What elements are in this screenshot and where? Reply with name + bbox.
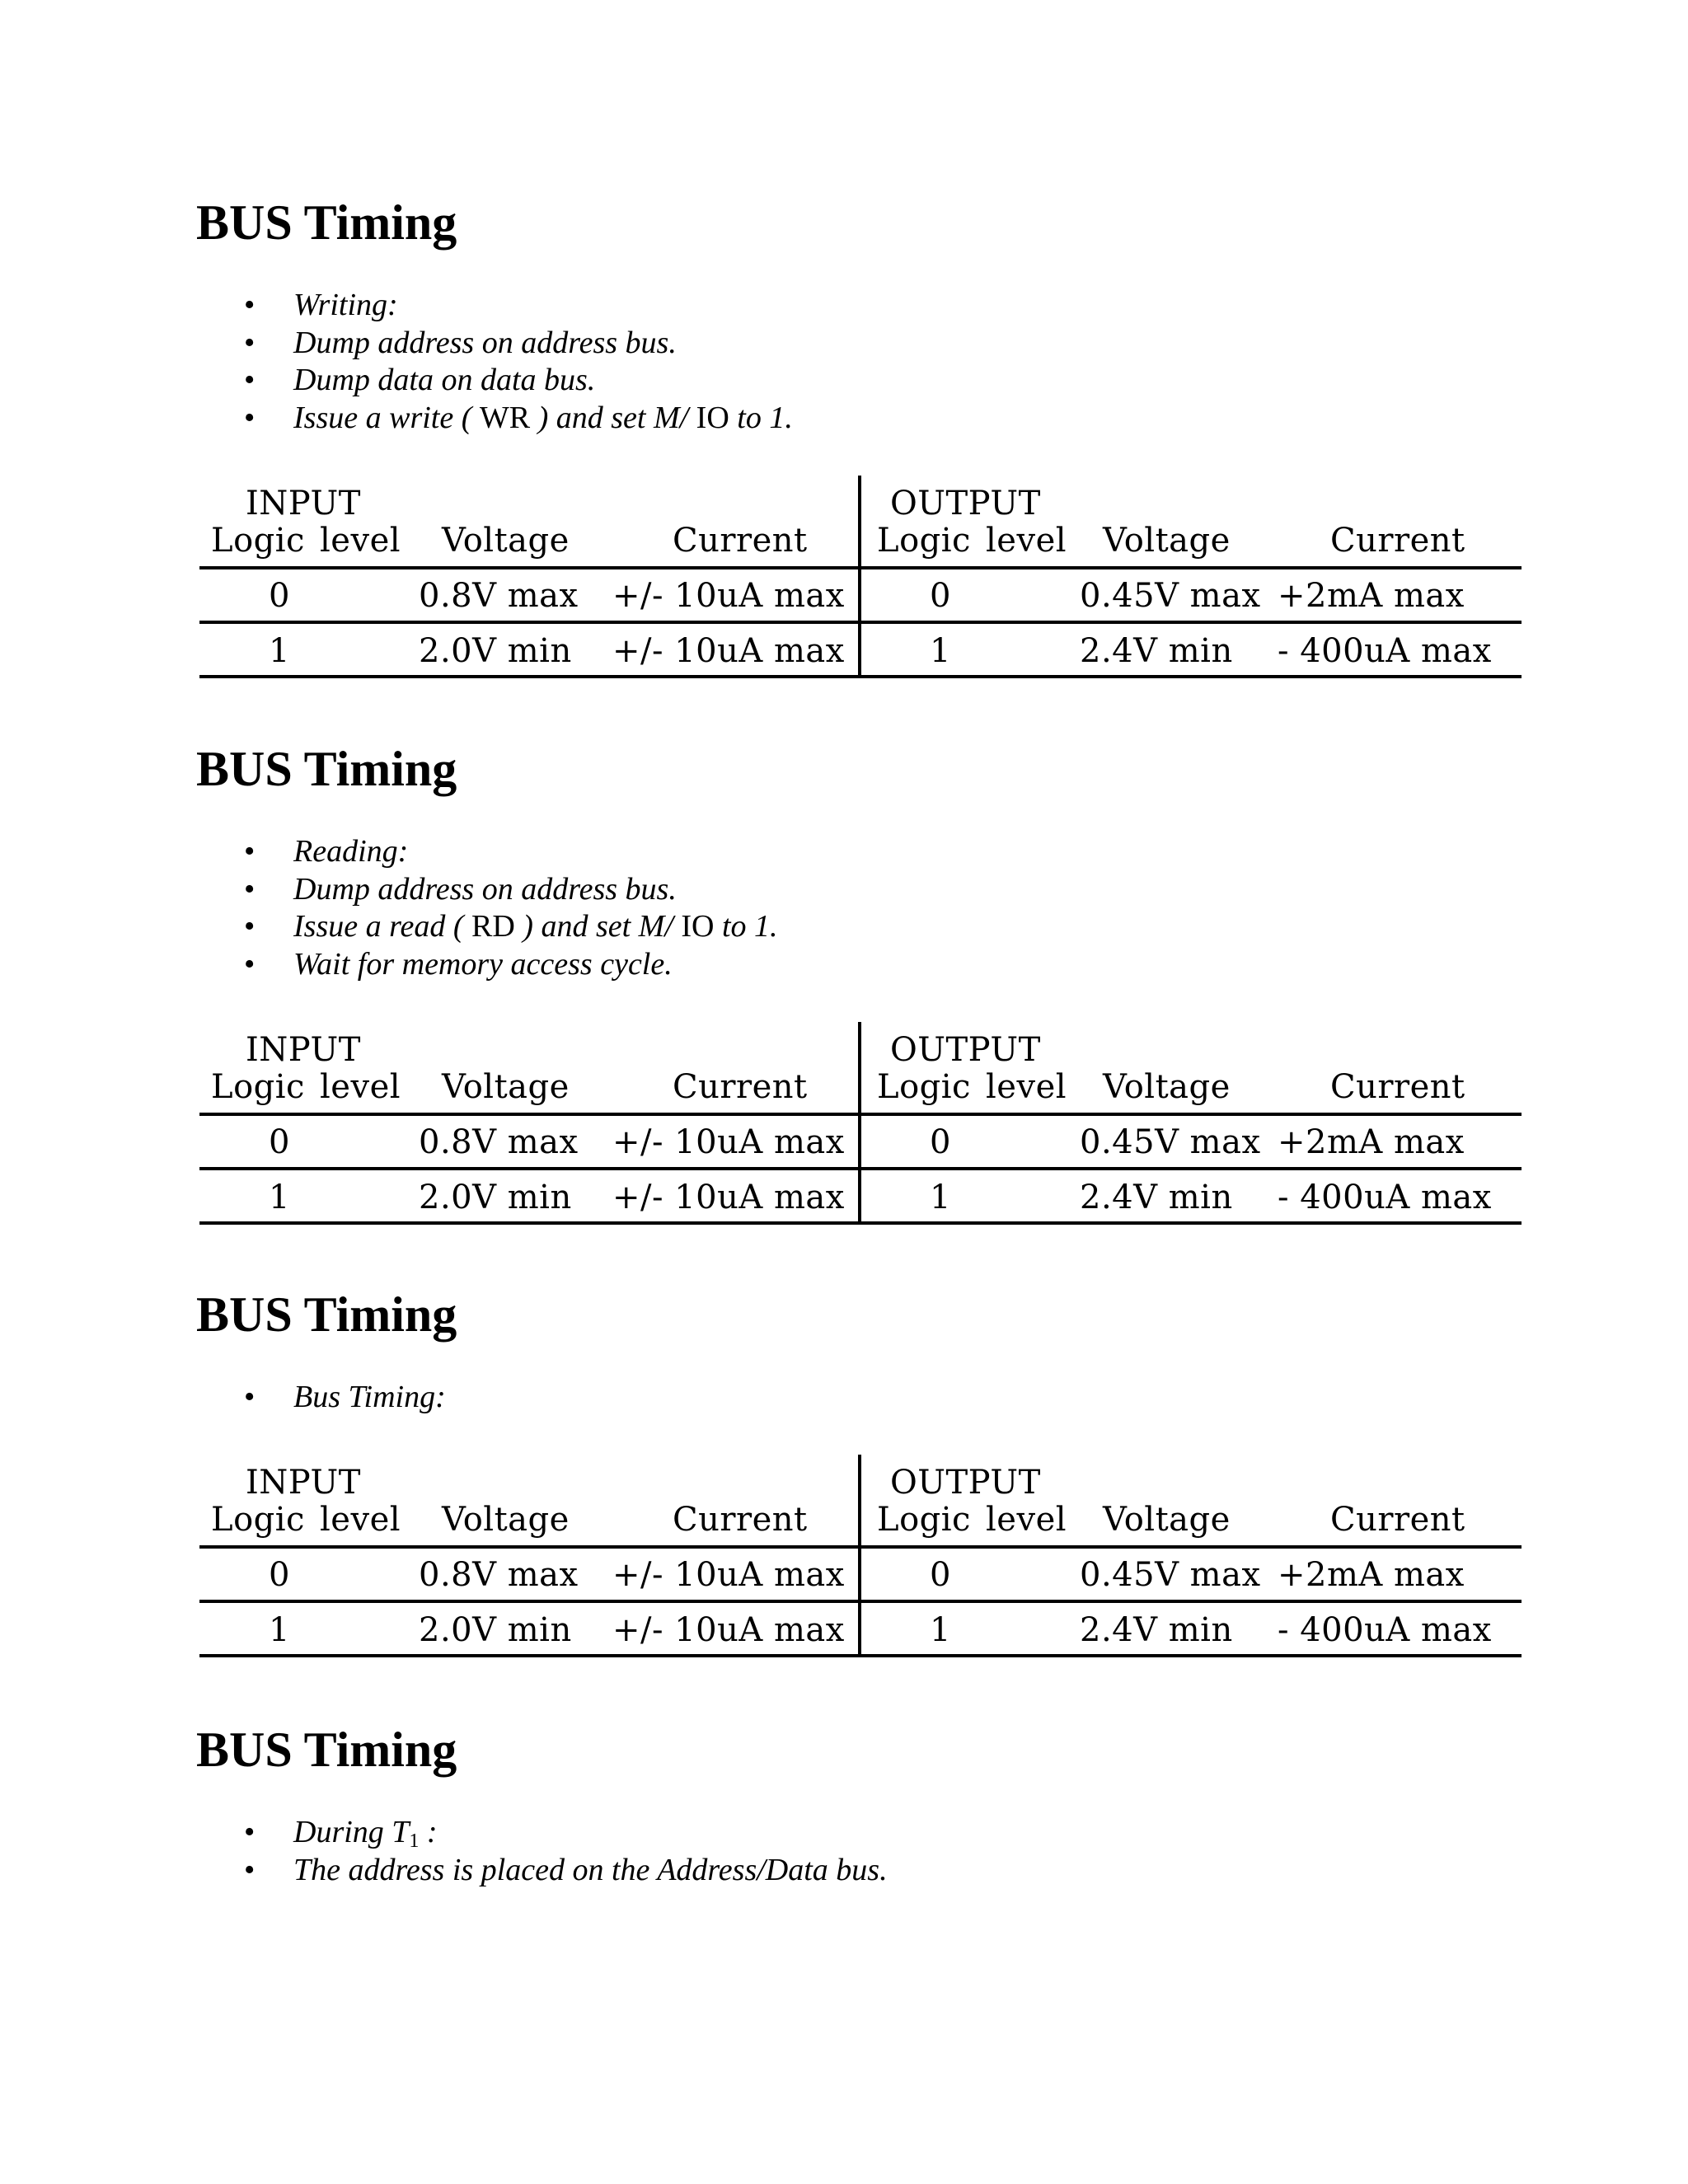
output-current-header: Current [1330, 1501, 1465, 1539]
list-item: • Issue a read ( RD ) and set M/ IO to 1. [244, 908, 1480, 946]
output-voltage-cell: 2.4V min [1080, 1179, 1233, 1216]
input-current-cell: +/- 10uA max [612, 1611, 845, 1649]
input-logic-cell: 1 [269, 1179, 290, 1216]
list-item: • Issue a write ( WR ) and set M/ IO to 1. [244, 400, 1480, 438]
section-during-t1 [196, 1721, 1531, 1887]
table-header-rule [199, 1545, 1522, 1549]
input-voltage-cell: 2.0V min [419, 632, 572, 670]
input-group-label: INPUT [246, 485, 361, 523]
signal-name: IO [681, 909, 715, 944]
input-current-cell: +/- 10uA max [612, 632, 845, 670]
input-current-header: Current [673, 1068, 808, 1106]
bullet-list [244, 1379, 1480, 1417]
input-logic-header: Logic [211, 1068, 305, 1106]
output-logic-header: Logic [877, 1501, 971, 1539]
input-level-header: level [320, 522, 401, 560]
section-heading: BUS Timing [196, 742, 457, 796]
input-group-label: INPUT [246, 1464, 361, 1502]
bullet-icon: • [244, 288, 256, 322]
input-voltage-header: Voltage [442, 1068, 570, 1106]
bullet-list [244, 1814, 1480, 1889]
output-logic-header: Logic [877, 522, 971, 560]
table-header-rule [199, 566, 1522, 569]
list-item: • Dump address on address bus. [244, 871, 1480, 909]
output-current-cell: +2mA max [1278, 1556, 1465, 1594]
section-writing [196, 194, 1531, 670]
input-current-cell: +/- 10uA max [612, 577, 845, 615]
bullet-icon: • [244, 834, 256, 869]
output-voltage-cell: 0.45V max [1080, 577, 1261, 615]
input-output-divider [858, 1455, 861, 1656]
input-voltage-header: Voltage [442, 522, 570, 560]
output-current-header: Current [1330, 522, 1465, 560]
output-current-cell: +2mA max [1278, 1123, 1465, 1161]
list-item: • Bus Timing: [244, 1379, 1480, 1417]
output-level-header: level [986, 522, 1067, 560]
table-row-rule [199, 1600, 1522, 1603]
output-current-cell: - 400uA max [1278, 1611, 1492, 1649]
input-output-divider [858, 476, 861, 677]
bullet-icon: • [244, 363, 256, 397]
signal-name: WR [479, 400, 531, 435]
output-group-label: OUTPUT [890, 1464, 1041, 1502]
section-heading: BUS Timing [196, 1287, 457, 1342]
bullet-icon: • [244, 325, 256, 360]
output-level-header: level [986, 1501, 1067, 1539]
table-row-rule [199, 621, 1522, 624]
input-output-divider [858, 1022, 861, 1223]
output-voltage-header: Voltage [1103, 1501, 1231, 1539]
output-voltage-cell: 2.4V min [1080, 632, 1233, 670]
input-current-header: Current [673, 522, 808, 560]
logic-level-table [196, 1022, 1523, 1228]
section-bus-timing [196, 1286, 1531, 1649]
input-logic-header: Logic [211, 522, 305, 560]
output-logic-cell: 0 [930, 577, 951, 615]
input-voltage-cell: 0.8V max [419, 1123, 579, 1161]
input-logic-header: Logic [211, 1501, 305, 1539]
input-logic-cell: 0 [269, 1123, 290, 1161]
logic-level-table [196, 476, 1523, 682]
output-logic-cell: 1 [930, 632, 951, 670]
output-voltage-header: Voltage [1103, 1068, 1231, 1106]
input-current-cell: +/- 10uA max [612, 1556, 845, 1594]
input-current-cell: +/- 10uA max [612, 1179, 845, 1216]
bullet-list [244, 287, 1480, 437]
output-current-cell: - 400uA max [1278, 632, 1492, 670]
bullet-icon: • [244, 1380, 256, 1414]
output-level-header: level [986, 1068, 1067, 1106]
input-level-header: level [320, 1068, 401, 1106]
output-voltage-cell: 0.45V max [1080, 1123, 1261, 1161]
input-logic-cell: 0 [269, 577, 290, 615]
input-current-header: Current [673, 1501, 808, 1539]
output-logic-cell: 1 [930, 1179, 951, 1216]
section-heading: BUS Timing [196, 195, 457, 250]
input-current-cell: +/- 10uA max [612, 1123, 845, 1161]
list-item: • Dump address on address bus. [244, 325, 1480, 363]
list-item: • The address is placed on the Address/Data bus. [244, 1852, 1480, 1890]
input-voltage-header: Voltage [442, 1501, 570, 1539]
output-voltage-cell: 2.4V min [1080, 1611, 1233, 1649]
bullet-icon: • [244, 1852, 256, 1887]
bullet-icon: • [244, 946, 256, 982]
list-item: • During $T_1$ : [244, 1815, 438, 1852]
output-logic-header: Logic [877, 1068, 971, 1106]
table-bottom-rule [199, 1654, 1522, 1657]
input-level-header: level [320, 1501, 401, 1539]
signal-name: IO [696, 400, 729, 435]
output-voltage-cell: 0.45V max [1080, 1556, 1261, 1594]
output-logic-cell: 0 [930, 1123, 951, 1161]
input-voltage-cell: 2.0V min [419, 1179, 572, 1216]
bullet-icon: • [244, 400, 256, 435]
output-group-label: OUTPUT [890, 485, 1041, 523]
section-reading [196, 740, 1531, 1216]
logic-level-table [196, 1455, 1523, 1661]
table-bottom-rule [199, 1221, 1522, 1225]
output-current-cell: +2mA max [1278, 577, 1465, 615]
input-logic-cell: 1 [269, 632, 290, 670]
bullet-icon: • [244, 909, 256, 944]
table-row-rule [199, 1167, 1522, 1170]
input-voltage-cell: 0.8V max [419, 577, 579, 615]
list-item: • Writing: [244, 287, 1480, 325]
table-header-rule [199, 1113, 1522, 1116]
table-bottom-rule [199, 675, 1522, 678]
input-voltage-cell: 0.8V max [419, 1556, 579, 1594]
output-current-header: Current [1330, 1068, 1465, 1106]
input-logic-cell: 1 [269, 1611, 290, 1649]
output-logic-cell: 1 [930, 1611, 951, 1649]
output-voltage-header: Voltage [1103, 522, 1231, 560]
list-item: • Wait for memory access cycle. [244, 946, 1480, 984]
input-voltage-cell: 2.0V min [419, 1611, 572, 1649]
input-logic-cell: 0 [269, 1556, 290, 1594]
list-item: • Reading: [244, 833, 1480, 871]
output-current-cell: - 400uA max [1278, 1179, 1492, 1216]
signal-name: RD [471, 909, 515, 944]
list-item: • Dump data on data bus. [244, 362, 1480, 400]
subscript: 1 [409, 1830, 420, 1852]
output-logic-cell: 0 [930, 1556, 951, 1594]
bullet-icon: • [244, 1815, 256, 1849]
input-group-label: INPUT [246, 1031, 361, 1069]
bullet-icon: • [244, 871, 256, 907]
bullet-list [244, 833, 1480, 983]
output-group-label: OUTPUT [890, 1031, 1041, 1069]
section-heading: BUS Timing [196, 1722, 457, 1777]
